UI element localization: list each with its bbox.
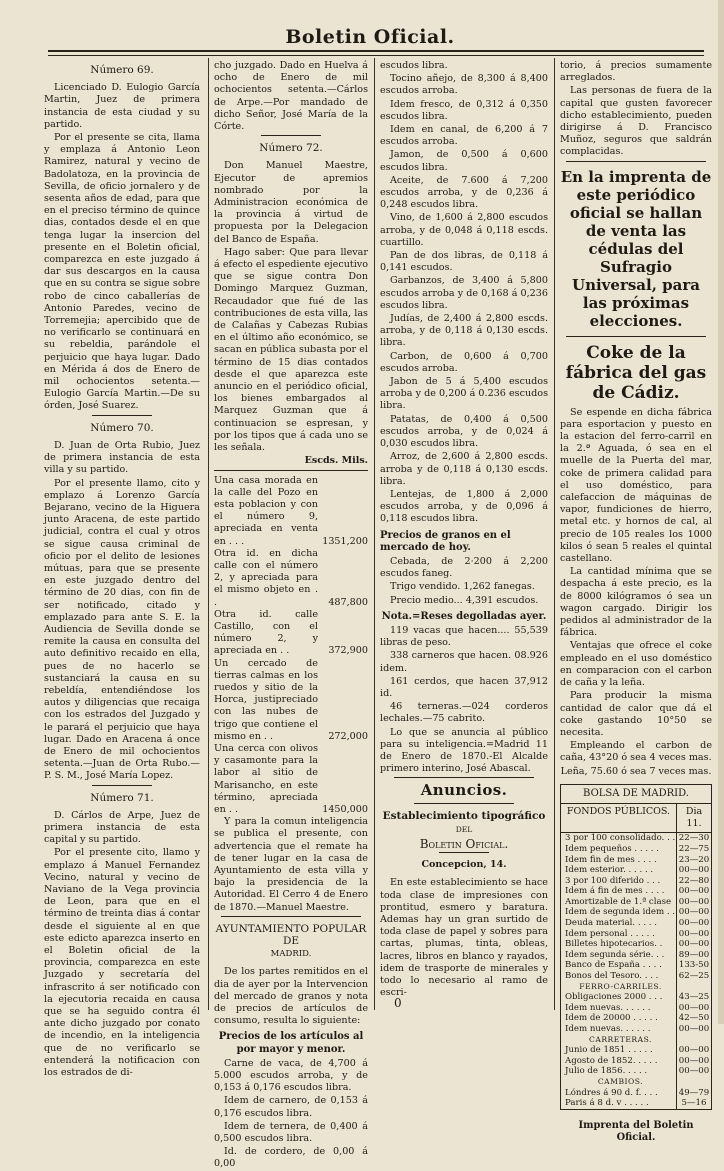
- precio-item: Idem de ternera, de 0,400 á 0,500 escudos libra.: [214, 1120, 368, 1145]
- precio-item: Tocino añejo, de 8,300 á 8,400 escudos arroba.: [380, 73, 548, 97]
- bolsa-row-label: Billetes hipotecarios. .: [565, 939, 663, 950]
- bolsa-row: [561, 1003, 711, 1014]
- property-desc: Un cercado de tierras calmas en los ruedos y sitio de la Horca, justipreciado con las nubes de trigo que contiene el mismo en . .: [214, 657, 318, 742]
- ayuntamiento-intro: De los partes remitidos en el dia de ayer por la Intervencion del mercado de granos y nota de precios de artículos de consumo, resulta lo siguiente:: [214, 966, 368, 1027]
- bolsa-row-value: 5—16: [676, 1098, 711, 1109]
- column-2: [214, 60, 368, 1170]
- precio-item: Pan de dos libras, de 0,118 á 0,141 escudos.: [380, 250, 548, 274]
- coke-ad-text: Leña, 75.60 ó sea 7 veces mas.: [560, 765, 712, 777]
- bolsa-section-row: [561, 982, 711, 993]
- bolsa-row-label: Amortizable de 1.ª clase: [565, 896, 672, 907]
- notice-72-closing: Y para la comun inteligencia se publica el presente, con advertencia que el remate ha de tener lugar en la casa de Ayuntamiento de esta villa y bajo la presidencia de la Autoridad. El Cerro 4 de Enero de 1870.—Manuel Maestre.: [214, 816, 368, 913]
- bolsa-row-label: Lóndres á 90 d. f. . . .: [565, 1087, 658, 1098]
- separator: [221, 916, 361, 917]
- page-edge: [718, 0, 724, 1024]
- notice-70-body: Por el presente llamo, cito y emplazo á Lorenzo García Bejarano, vecino de la Higuera junto Aracena, de este partido judicial, contra el cual y otros se sigue causa criminal de oficio por el delito de lesiones mútuas, para que se presente en este juzgado dentro del término de 20 dias, con fin de ser notificado, citado y emplazado para ante S. E. la Audiencia de Sevilla donde se remite la causa en consulta del auto definitivo recaido en ella, pues de no hacerlo se sustanciará la causa en su rebeldía, entendiéndose los autos y diligencias que recaiga con los estrados del Juzgado y le parará el perjuicio que haya lugar. Dado en Aracena á once de Enero de mil ochocientos setenta.—Juan de Orta Rubo.—P. S. M., José María Lopez.: [44, 477, 200, 782]
- bolsa-row-label: Paris á 8 d. v . . . . .: [565, 1098, 649, 1109]
- column-divider-1: [208, 58, 209, 1010]
- bolsa-row-label: Bonos del Tesoro. . . .: [565, 971, 659, 982]
- bolsa-row-label: 3 por 100 diferido . . .: [565, 875, 661, 886]
- property-amount: 272,000: [328, 730, 368, 742]
- bolsa-row-label: Idem á fin de mes . . . .: [565, 886, 665, 897]
- coke-ad-text: Ventajas que ofrece el coke empleado en el uso doméstico en comparacion con el carbon de caña y la leña.: [560, 640, 712, 689]
- property-amount: 372,900: [328, 645, 368, 657]
- separator: [439, 852, 489, 853]
- property-item: [214, 475, 368, 548]
- grano-item: Precio medio... 4,391 escudos.: [390, 594, 539, 606]
- bolsa-row-value: 49—79: [676, 1088, 711, 1099]
- bolsa-row: [561, 865, 711, 876]
- bolsa-row: [561, 950, 711, 961]
- imprenta-footer: Imprenta del Boletin Oficial.: [578, 1119, 694, 1143]
- coke-ad-text: Para producir la misma cantidad de calor que dá el coke gastando 10°50 se necesita.: [560, 690, 712, 738]
- precio-item: Garbanzos, de 3,400 á 5,800 escudos arroba y de 0,168 á 0,236 escudos libra.: [380, 275, 548, 311]
- bolsa-section-label: CARRETERAS.: [589, 1034, 652, 1044]
- property-amount: 1450,000: [322, 803, 368, 815]
- precios-heading: Precios de los artículos al por mayor y menor.: [218, 1031, 364, 1055]
- bolsa-row: [561, 971, 711, 982]
- grano-item: Trigo vendido. 1,262 fanegas.: [390, 581, 535, 593]
- bolsa-row-value: 133-50: [676, 960, 711, 971]
- anuncios-heading: Anuncios.: [420, 781, 508, 800]
- precio-item: Carne de vaca, de 4,700 á 5.000 escudos arroba, y de 0,153 á 0,176 escudos libra.: [214, 1057, 368, 1094]
- precio-item: Judías, de 2,400 á 2,800 escds. arroba, y de 0,118 á 0,130 escds. libra.: [380, 313, 548, 349]
- separator: [566, 161, 706, 162]
- notice-71-body: Por el presente cito, llamo y emplazo á Manuel Fernandez Vecino, natural y vecino de Naviano de la Vega provincia de Leon, para que en el término de treinta dias á contar desde el siguiente al en que este edicto aparezca inserto en el Boletin oficial de la provincia, comparezca en este Juzgado y secretaría del infrascrito á ser notificado con la ejecutoria recaida en causa que se ha seguido contra él ante dicho juzgado por conato de incendio, en la inteligencia que de no verificarlo se entenderá la notificacion con los estrados de di-: [44, 847, 200, 1079]
- bolsa-section-row: [561, 1077, 711, 1088]
- bolsa-row-value: 00—00: [676, 918, 711, 929]
- precio-item: Aceite, de 7.600 á 7,200 escudos arroba, y de 0,236 á 0,248 escudos libra.: [380, 174, 548, 211]
- notice-69-heading: Número 69.: [90, 64, 154, 76]
- precio-item: Arroz, de 2,600 á 2,800 escds. arroba y de 0,118 á 0,130 escds. libra.: [380, 451, 548, 487]
- precio-item: Carbon, de 0,600 á 0,700 escudos arroba.: [380, 350, 548, 374]
- property-amount: 487,800: [328, 596, 368, 608]
- bolsa-row: [561, 1045, 711, 1056]
- bolsa-row-value: 00—00: [676, 1024, 711, 1035]
- bolsa-row-value: 00—00: [676, 907, 711, 918]
- bolsa-row: [561, 992, 711, 1003]
- precio-item: Lentejas, de 1,800 á 2,000 escudos arroba, y de 0,096 á 0,118 escudos libra.: [380, 488, 548, 525]
- column-4: [560, 60, 712, 1143]
- valores-header: Escds. Mils.: [214, 455, 368, 470]
- bolsa-row-value: 00—00: [676, 1066, 711, 1077]
- bolsa-row-label: Idem de 20000 . . . . .: [565, 1013, 658, 1024]
- separator: [92, 785, 152, 786]
- precio-item: Jamon, de 0,500 á 0,600 escudos libra.: [380, 149, 548, 173]
- property-list: [214, 475, 368, 817]
- masthead-rule-top: [48, 50, 704, 52]
- ayuntamiento-subheading: MADRID.: [270, 949, 312, 960]
- reses-item: 338 carneros que hacen. 08.926 idem.: [380, 650, 548, 674]
- bolsa-row: [561, 1056, 711, 1067]
- property-item: [214, 743, 368, 816]
- bolsa-row-label: Obligaciones 2000 . . .: [565, 992, 663, 1003]
- bolsa-row-value: 00—00: [676, 886, 711, 897]
- notice-72-heading: Número 72.: [259, 142, 323, 155]
- coke-ad-text: Se espende en dicha fábrica para esportacion y puesto en la estacion del ferro-carril en la 2.ª Aguada, ó sea en el muelle de la Puerta del mar, coke de primera calidad para el uso doméstico, para calefaccion de máquinas de vapor, fundiciones de hierro, metal etc. y hornos de cal, al precio de 105 reales los 1000 kilos ó sean 5 reales el quintal castellano.: [560, 406, 712, 565]
- bolsa-row-label: Idem segunda série. . .: [565, 949, 665, 960]
- bolsa-row-label: Deuda material. . . . .: [565, 918, 657, 929]
- bolsa-row-label: Idem nuevas. . . . . .: [565, 1002, 651, 1013]
- bolsa-row-value: 23—20: [676, 855, 711, 866]
- precio-item: Jabon de 5 á 5,400 escudos arroba y de 0,200 á 0.236 escudos libra.: [380, 376, 548, 412]
- column-divider-2: [374, 58, 375, 1010]
- bolsa-row: [561, 929, 711, 940]
- bolsa-row-label: Idem de segunda idem . .: [565, 907, 676, 918]
- bolsa-row: [561, 876, 711, 887]
- bolsa-header-row: [561, 804, 711, 833]
- bolsa-row: [561, 1098, 711, 1109]
- bolsa-section-label: FERRO-CARRILES.: [579, 981, 662, 991]
- notice-71-heading: Número 71.: [90, 791, 154, 804]
- reses-item: 46 terneras.—024 corderos lechales.—75 cabrito.: [380, 701, 548, 725]
- bolsa-row: [561, 855, 711, 866]
- bolsa-title: BOLSA DE MADRID.: [561, 785, 711, 804]
- bolsa-row-label: 3 por 100 consolidado. . .: [565, 833, 676, 844]
- bolsa-row-label: Idem esterior. . . . . .: [565, 865, 654, 876]
- coke-ad-text: Empleando el carbon de caña, 43°20 ó sea 4 veces mas.: [560, 740, 712, 764]
- precio-item: Idem fresco, de 0,312 á 0,350 escudos libra.: [380, 98, 548, 122]
- bolsa-row-value: 42—50: [676, 1013, 711, 1024]
- property-desc: Una cerca con olivos y casamonte para la labor al sitio de Marisancho, en este término, apreciada en . .: [214, 742, 318, 815]
- bolsa-row-label: Idem pequeños . . . . .: [565, 843, 660, 854]
- reses-heading: Nota.=Reses degolladas ayer.: [381, 610, 547, 622]
- precio-item: Idem en canal, de 6,200 á 7 escudos arroba.: [380, 124, 548, 148]
- bolsa-row-value: 00—00: [676, 939, 711, 950]
- bolsa-row-value: 00—00: [676, 1056, 711, 1067]
- bolsa-header-dia: Dia 11.: [676, 804, 711, 832]
- property-item: [214, 548, 368, 609]
- bolsa-row-value: 00—00: [676, 929, 711, 940]
- bolsa-row: [561, 939, 711, 950]
- bolsa-header-fondos: FONDOS PÚBLICOS.: [566, 805, 671, 817]
- bolsa-row-label: Idem fin de mes . . . .: [565, 854, 657, 865]
- property-desc: Otra id. calle Castillo, con el número 2, y apreciada en . .: [214, 608, 318, 657]
- bolsa-row: [561, 1013, 711, 1024]
- bolsa-row-value: 00—00: [676, 897, 711, 908]
- page-number: 0: [394, 996, 402, 1010]
- grano-item: Cebada, de 2·200 á 2,200 escudos faneg.: [380, 555, 548, 580]
- property-item: [214, 658, 368, 743]
- establecimiento-address: Concepcion, 14.: [421, 859, 507, 871]
- coke-ad-title: Coke de la fábrica del gas de Cádiz.: [565, 342, 707, 403]
- bolsa-row-value: [676, 1035, 711, 1046]
- establecimiento-heading: Establecimiento tipográfico: [382, 809, 546, 822]
- separator: [261, 135, 321, 136]
- bolsa-row: [561, 907, 711, 918]
- bolsa-body: [561, 833, 711, 1108]
- bolsa-row-value: 00—00: [676, 865, 711, 876]
- bolsa-row-value: 22—30: [676, 833, 711, 844]
- bolsa-row: [561, 918, 711, 929]
- bolsa-row: [561, 886, 711, 897]
- precio-item: Id. de cordero, de 0,00 á 0,00: [214, 1146, 368, 1170]
- bolsa-row: [561, 1066, 711, 1077]
- establecimiento-contact: Las personas de fuera de la capital que gusten favorecer dicho establecimiento, pueden dirigirse á D. Francisco Muñoz, seguros que saldrán complacidas.: [560, 85, 712, 158]
- notice-69-intro: Licenciado D. Eulogio García Martin, Juez de primera instancia de esta ciudad y su partido.: [44, 82, 200, 130]
- notice-72-intro: Don Manuel Maestre, Ejecutor de apremios nombrado por la Administracion económica de la provincia á virtud de propuesta por la Delegacion del Banco de España.: [214, 160, 368, 245]
- reses-item: 161 cerdos, que hacen 37,912 id.: [380, 675, 548, 699]
- masthead: [40, 14, 700, 54]
- bolsa-row-label: Idem personal . . . . .: [565, 928, 655, 939]
- bolsa-row-value: [676, 982, 711, 993]
- bolsa-table: [560, 784, 712, 1110]
- property-desc: Otra id. en dicha calle con el número 2, y apreciada para el mismo objeto en . .: [214, 547, 318, 608]
- bolsa-row-label: Junio de 1851 . . . . .: [565, 1045, 653, 1056]
- bolsa-row-value: [676, 1077, 711, 1088]
- bolsa-section-label: CAMBIOS.: [597, 1076, 644, 1086]
- bolsa-row: [561, 1024, 711, 1035]
- bolsa-row-value: 00—00: [676, 1045, 711, 1056]
- notice-71-intro: D. Cárlos de Arpe, Juez de primera instancia de esta capital y su partido.: [44, 809, 200, 846]
- bolsa-row-label: Agosto de 1852. . . . .: [565, 1055, 658, 1066]
- column-divider-3: [554, 58, 555, 1010]
- ayuntamiento-heading: AYUNTAMIENTO POPULAR DE: [215, 922, 367, 948]
- reses-item: 119 vacas que hacen.... 55,539 libras de peso.: [380, 624, 548, 649]
- bolsa-row-value: 00—00: [676, 1003, 711, 1014]
- establecimiento-name: Boletin Oficial.: [419, 836, 509, 851]
- coke-ad-text: La cantidad mínima que se despacha á este precio, es la de 8000 kilógramos ó sea un wagon cargado. Dirigir los pedidos al administrador de la fábrica.: [560, 566, 712, 639]
- bolsa-row-value: 89—00: [676, 950, 711, 961]
- bolsa-row-label: Banco de España . . . .: [565, 960, 662, 971]
- precio-item: escudos libra.: [380, 60, 448, 71]
- bolsa-row-value: 62—25: [676, 971, 711, 982]
- notice-69-body: Por el presente se cita, llama y emplaza á Antonio Leon Ramirez, natural y vecino de Badolatoza, en la provincia de Sevilla, de oficio jornalero y de sesenta años de edad, para que en el preciso término de quince dias, contados desde el en que tenga lugar la insercion del presente en el Boletin oficial, comparezca en este juzgado á dar sus descargos en la causa que en su contra se sigue sobre robo de cinco caballerías de Antonio Paredes, vecino de Torremejia; apercibido que de no verificarlo se continuará en su rebeldia, parándole el perjuicio que haya lugar. Dado en Mérida á dos de Enero de mil ochocientos setenta.—Eulogio García Martin.—De su órden, José Suarez.: [44, 132, 200, 412]
- separator: [394, 777, 534, 778]
- establecimiento-del: DEL: [455, 824, 473, 834]
- separator: [414, 803, 514, 804]
- notice-72-body: Hago saber: Que para llevar á efecto el espediente ejecutivo que se sigue contra Don Domingo Marquez Guzman, Recaudador que fué de las contribuciones de esta villa, las de Calañas y Cabezas Rubias en el último año económico, se sacan en pública subasta por el término de 15 dias contados desde el que aparezca este anuncio en el periódico oficial, los bienes embargados al Marquez Guzman que á continuacion se espresan, y por los tipos que á cada uno se les señala.: [214, 246, 368, 454]
- reses-closing: Lo que se anuncia al público para su inteligencia.=Madrid 11 de Enero de 1870.-El Alcalde primero interino, José Abascal.: [380, 726, 548, 775]
- notice-71-continued: cho juzgado. Dado en Huelva á ocho de Enero de mil ochocientos setenta.—Cárlos de Arpe.—Por mandado de dicho Señor, José María de la Córte.: [214, 60, 368, 133]
- precio-item: Vino, de 1,600 á 2,800 escudos arroba, y de 0,048 á 0,118 escds. cuartillo.: [380, 212, 548, 248]
- column-1: [44, 60, 200, 1079]
- column-3: [380, 60, 548, 1010]
- bolsa-section-row: [561, 1035, 711, 1046]
- bolsa-row: [561, 897, 711, 908]
- masthead-title: Boletin Oficial.: [285, 26, 455, 48]
- granos-heading: Precios de granos en el mercado de hoy.: [380, 529, 511, 553]
- masthead-rule-bottom: [48, 55, 704, 56]
- bolsa-row-label: Julio de 1856. . . . .: [565, 1066, 648, 1077]
- bolsa-row: [561, 1088, 711, 1099]
- property-amount: 1351,200: [322, 535, 368, 547]
- notice-70-heading: Número 70.: [90, 421, 154, 434]
- separator: [566, 336, 706, 337]
- bolsa-row-value: 22—75: [676, 844, 711, 855]
- separator: [92, 415, 152, 416]
- precio-item: Patatas, de 0,400 á 0,500 escudos arroba, y de 0,024 á 0,030 escudos libra.: [380, 413, 548, 450]
- cedulas-ad: En la imprenta de este periódico oficial se hallan de venta las cédulas del Sufragio Universal, para las próximas elecciones.: [560, 167, 712, 330]
- bolsa-row: [561, 844, 711, 855]
- precio-item: Idem de carnero, de 0,153 á 0,176 escudos libra.: [214, 1095, 368, 1119]
- establecimiento-body-continued: torio, á precios sumamente arreglados.: [560, 60, 712, 84]
- property-desc: Una casa morada en la calle del Pozo en esta poblacion y con el número 9, apreciada en venta en . . .: [214, 474, 318, 547]
- bolsa-row: [561, 960, 711, 971]
- notice-70-intro: D. Juan de Orta Rubio, Juez de primera instancia de esta villa y su partido.: [44, 439, 200, 476]
- bolsa-row-value: 43—25: [676, 992, 711, 1003]
- establecimiento-body: En este establecimiento se hace toda clase de impresiones con prontitud, esmero y baratura. Ademas hay un gran surtido de toda clase de papel y sobres para cartas, plumas, tinta, obleas, lacres, libros en blanco y rayados, idem de trasporte de minerales y todo lo necesario al ramo de escri-: [380, 877, 548, 999]
- property-item: [214, 609, 368, 658]
- bolsa-row-label: Idem nuevas. . . . . .: [565, 1024, 651, 1035]
- bolsa-row: [561, 833, 711, 844]
- bolsa-row-value: 22—80: [676, 876, 711, 887]
